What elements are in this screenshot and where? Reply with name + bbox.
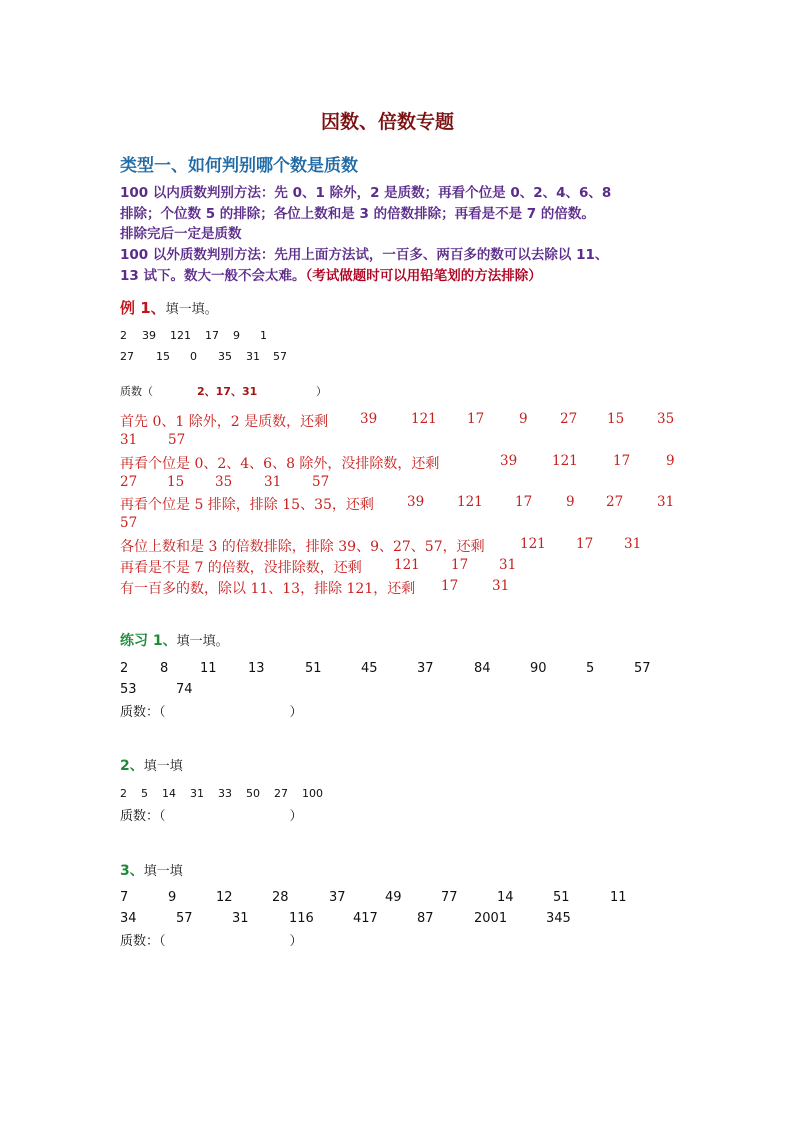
method-note: （考试做题时可以用铅笔划的方法排除） — [305, 268, 542, 284]
number: 17 — [205, 329, 219, 342]
explanation-text: 有一百多的数，除以 11、13，排除 121，还剩 — [120, 581, 416, 597]
number: 27 — [560, 411, 578, 427]
practice3-answer-blank[interactable]: 质数：（ ） — [120, 934, 303, 949]
number: 9 — [566, 494, 575, 510]
number: 57 — [168, 432, 186, 448]
number: 121 — [552, 453, 578, 469]
example1-label: 例 1、 — [120, 299, 166, 317]
number: 14 — [162, 787, 176, 800]
number: 51 — [305, 661, 322, 676]
number: 1 — [260, 329, 267, 342]
number: 57 — [634, 661, 651, 676]
number: 14 — [497, 890, 514, 905]
answer-prefix: 质数（ — [120, 385, 153, 398]
number: 17 — [613, 453, 631, 469]
practice2-heading — [120, 755, 183, 775]
number: 31 — [232, 911, 249, 926]
method-line: 100 以外质数判别方法：先用上面方法试，一百多、两百多的数可以去除以 11、 — [120, 247, 609, 263]
number: 11 — [200, 661, 217, 676]
number: 74 — [176, 682, 193, 697]
method-line-text: 13 试下。数大一般不会太难。 — [120, 268, 306, 284]
number: 17 — [576, 536, 594, 552]
number: 39 — [142, 329, 156, 342]
number: 9 — [168, 890, 177, 905]
method-line: 排除完后一定是质数 — [120, 226, 242, 242]
page-title: 因数、倍数专题 — [321, 111, 455, 133]
number: 33 — [218, 787, 232, 800]
number: 121 — [394, 557, 420, 573]
number: 17 — [467, 411, 485, 427]
answer-value: 2、17、31 — [197, 385, 258, 398]
number: 12 — [216, 890, 233, 905]
practice3-heading — [120, 860, 183, 880]
number: 11 — [610, 890, 627, 905]
explanation-text: 再看个位是 5 排除，排除 15、35，还剩 — [120, 497, 374, 513]
number: 31 — [499, 557, 517, 573]
number: 15 — [156, 350, 170, 363]
number: 7 — [120, 890, 129, 905]
practice1-heading — [120, 630, 229, 650]
number: 121 — [457, 494, 483, 510]
practice3-label: 3、 — [120, 863, 144, 879]
number: 31 — [190, 787, 204, 800]
number: 17 — [515, 494, 533, 510]
number: 37 — [417, 661, 434, 676]
number: 121 — [411, 411, 437, 427]
number: 31 — [264, 474, 282, 490]
practice3-instruction: 填一填 — [143, 864, 183, 879]
practice2-label: 2、 — [120, 758, 144, 774]
number: 77 — [441, 890, 458, 905]
number: 2 — [120, 329, 127, 342]
explanation-text: 首先 0、1 除外，2 是质数，还剩 — [120, 414, 329, 430]
number: 417 — [353, 911, 378, 926]
practice2-instruction: 填一填 — [143, 759, 183, 774]
number: 57 — [120, 515, 138, 531]
number: 39 — [360, 411, 378, 427]
number: 15 — [607, 411, 625, 427]
number: 2 — [120, 661, 129, 676]
method-line: 排除；个位数 5 的排除；各位上数和是 3 的倍数排除；再看是不是 7 的倍数。 — [120, 206, 595, 222]
number: 28 — [272, 890, 289, 905]
number: 27 — [274, 787, 288, 800]
number: 37 — [329, 890, 346, 905]
number: 116 — [289, 911, 314, 926]
number: 49 — [385, 890, 402, 905]
number: 9 — [666, 453, 675, 469]
number: 17 — [451, 557, 469, 573]
number: 87 — [417, 911, 434, 926]
number: 5 — [586, 661, 595, 676]
section-heading: 类型一、如何判别哪个数是质数 — [120, 156, 358, 176]
number: 31 — [492, 578, 510, 594]
number: 8 — [160, 661, 169, 676]
example1-heading — [120, 297, 218, 318]
number: 39 — [407, 494, 425, 510]
method-line — [120, 264, 542, 284]
number: 57 — [273, 350, 287, 363]
number: 35 — [657, 411, 675, 427]
number: 27 — [606, 494, 624, 510]
practice2-answer-blank[interactable]: 质数：（ ） — [120, 809, 303, 824]
number: 53 — [120, 682, 137, 697]
number: 34 — [120, 911, 137, 926]
practice1-instruction: 填一填。 — [176, 634, 229, 649]
number: 27 — [120, 474, 138, 490]
explanation-text: 各位上数和是 3 的倍数排除，排除 39、9、27、57，还剩 — [120, 539, 485, 555]
number: 121 — [170, 329, 191, 342]
number: 9 — [233, 329, 240, 342]
number: 39 — [500, 453, 518, 469]
number: 0 — [190, 350, 197, 363]
number: 57 — [312, 474, 330, 490]
number: 35 — [215, 474, 233, 490]
number: 51 — [553, 890, 570, 905]
number: 345 — [546, 911, 571, 926]
number: 121 — [520, 536, 546, 552]
number: 100 — [302, 787, 323, 800]
number: 9 — [519, 411, 528, 427]
number: 31 — [657, 494, 675, 510]
number: 17 — [441, 578, 459, 594]
method-line: 100 以内质数判别方法：先 0、1 除外，2 是质数；再看个位是 0、2、4、6、8 — [120, 185, 612, 201]
number: 31 — [120, 432, 138, 448]
number: 13 — [248, 661, 265, 676]
number: 57 — [176, 911, 193, 926]
explanation-text: 再看是不是 7 的倍数，没排除数，还剩 — [120, 560, 362, 576]
number: 27 — [120, 350, 134, 363]
practice1-answer-blank[interactable]: 质数：（ ） — [120, 705, 303, 720]
number: 84 — [474, 661, 491, 676]
number: 50 — [246, 787, 260, 800]
number: 31 — [624, 536, 642, 552]
number: 2001 — [474, 911, 508, 926]
number: 31 — [246, 350, 260, 363]
number: 35 — [218, 350, 232, 363]
number: 2 — [120, 787, 127, 800]
example1-instruction: 填一填。 — [165, 302, 218, 317]
number: 15 — [167, 474, 185, 490]
answer-suffix: ） — [316, 385, 327, 398]
practice1-label: 练习 1、 — [120, 633, 177, 649]
number: 5 — [141, 787, 148, 800]
number: 90 — [530, 661, 547, 676]
explanation-text: 再看个位是 0、2、4、6、8 除外，没排除数，还剩 — [120, 456, 440, 472]
number: 45 — [361, 661, 378, 676]
